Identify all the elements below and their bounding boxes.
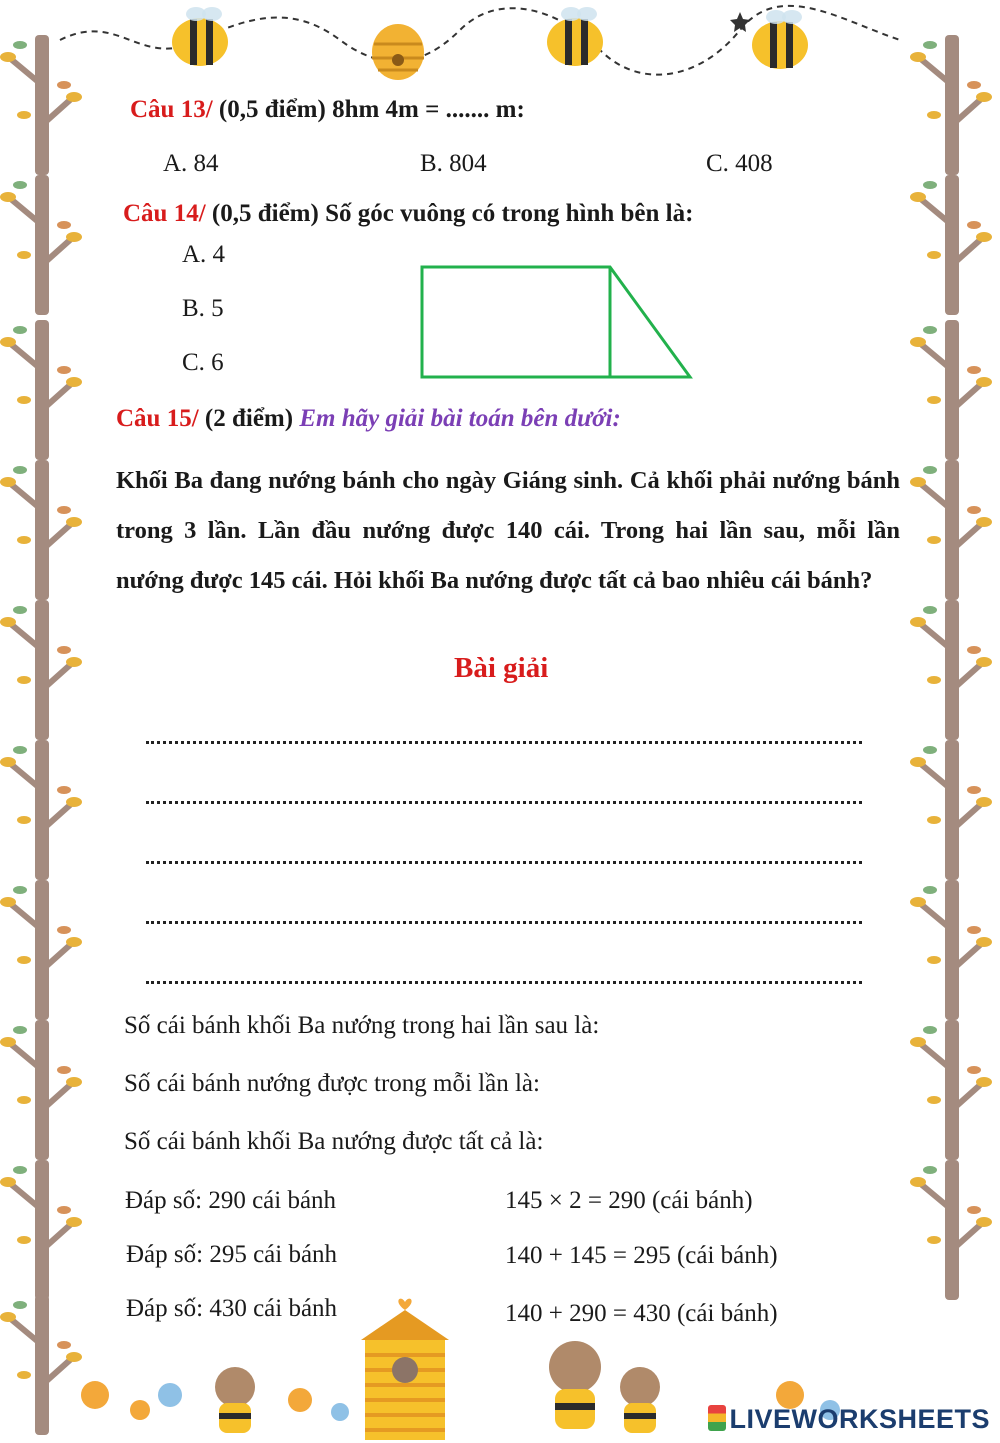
calc-option-3[interactable]: 140 + 290 = 430 (cái bánh)	[505, 1300, 778, 1327]
statement-3[interactable]: Số cái bánh khối Ba nướng được tất cả là:	[124, 1128, 544, 1155]
liveworksheets-badge-icon	[708, 1405, 726, 1431]
solution-title: Bài giải	[454, 652, 549, 684]
answer-line-4[interactable]	[146, 917, 862, 924]
question-15	[116, 405, 621, 433]
answer-line-2[interactable]	[146, 797, 862, 804]
q13-option-a[interactable]: A. 84	[163, 150, 219, 177]
answer-line-3[interactable]	[146, 857, 862, 864]
q13-option-c[interactable]: C. 408	[706, 150, 773, 177]
calc-option-2[interactable]: 140 + 145 = 295 (cái bánh)	[505, 1242, 778, 1269]
question-13	[130, 96, 525, 124]
liveworksheets-logo-text: LIVEWORKSHEETS	[729, 1404, 990, 1434]
q13-option-b[interactable]: B. 804	[420, 150, 487, 177]
question-14	[123, 200, 693, 228]
answer-option-3[interactable]: Đáp số: 430 cái bánh	[126, 1295, 338, 1322]
q14-option-a[interactable]: A. 4	[182, 241, 226, 268]
answer-line-1[interactable]	[146, 737, 862, 744]
liveworksheets-logo	[708, 1404, 990, 1435]
answer-option-1[interactable]: Đáp số: 290 cái bánh	[125, 1187, 337, 1214]
calc-option-1[interactable]: 145 × 2 = 290 (cái bánh)	[505, 1187, 753, 1214]
right-angle-figure	[418, 263, 698, 383]
question-14-text: (0,5 điểm) Số góc vuông có trong hình bên là:	[211, 200, 694, 227]
answer-option-2[interactable]: Đáp số: 295 cái bánh	[126, 1241, 338, 1268]
question-15-problem: Khối Ba đang nướng bánh cho ngày Giáng sinh. Cả khối phải nướng bánh trong 3 lần. Lần đầu nướng được 140 cái. Trong hai lần sau, mỗi lần nướng được 145 cái. Hỏi khối Ba nướng được tất cả bao nhiêu cái bánh?	[116, 467, 900, 594]
q14-option-b[interactable]: B. 5	[182, 295, 224, 322]
question-15-points: (2 điểm)	[204, 405, 294, 432]
question-15-number: Câu 15/	[116, 405, 199, 432]
q14-option-c[interactable]: C. 6	[182, 349, 224, 376]
question-14-number: Câu 14/	[123, 200, 206, 227]
question-15-instruction: Em hãy giải bài toán bên dưới:	[299, 405, 621, 432]
answer-line-5[interactable]	[146, 977, 862, 984]
question-13-number: Câu 13/	[130, 96, 213, 123]
question-13-text: (0,5 điểm) 8hm 4m = ....... m:	[218, 96, 525, 123]
statement-1[interactable]: Số cái bánh khối Ba nướng trong hai lần sau là:	[124, 1012, 600, 1039]
statement-2[interactable]: Số cái bánh nướng được trong mỗi lần là:	[124, 1070, 540, 1097]
